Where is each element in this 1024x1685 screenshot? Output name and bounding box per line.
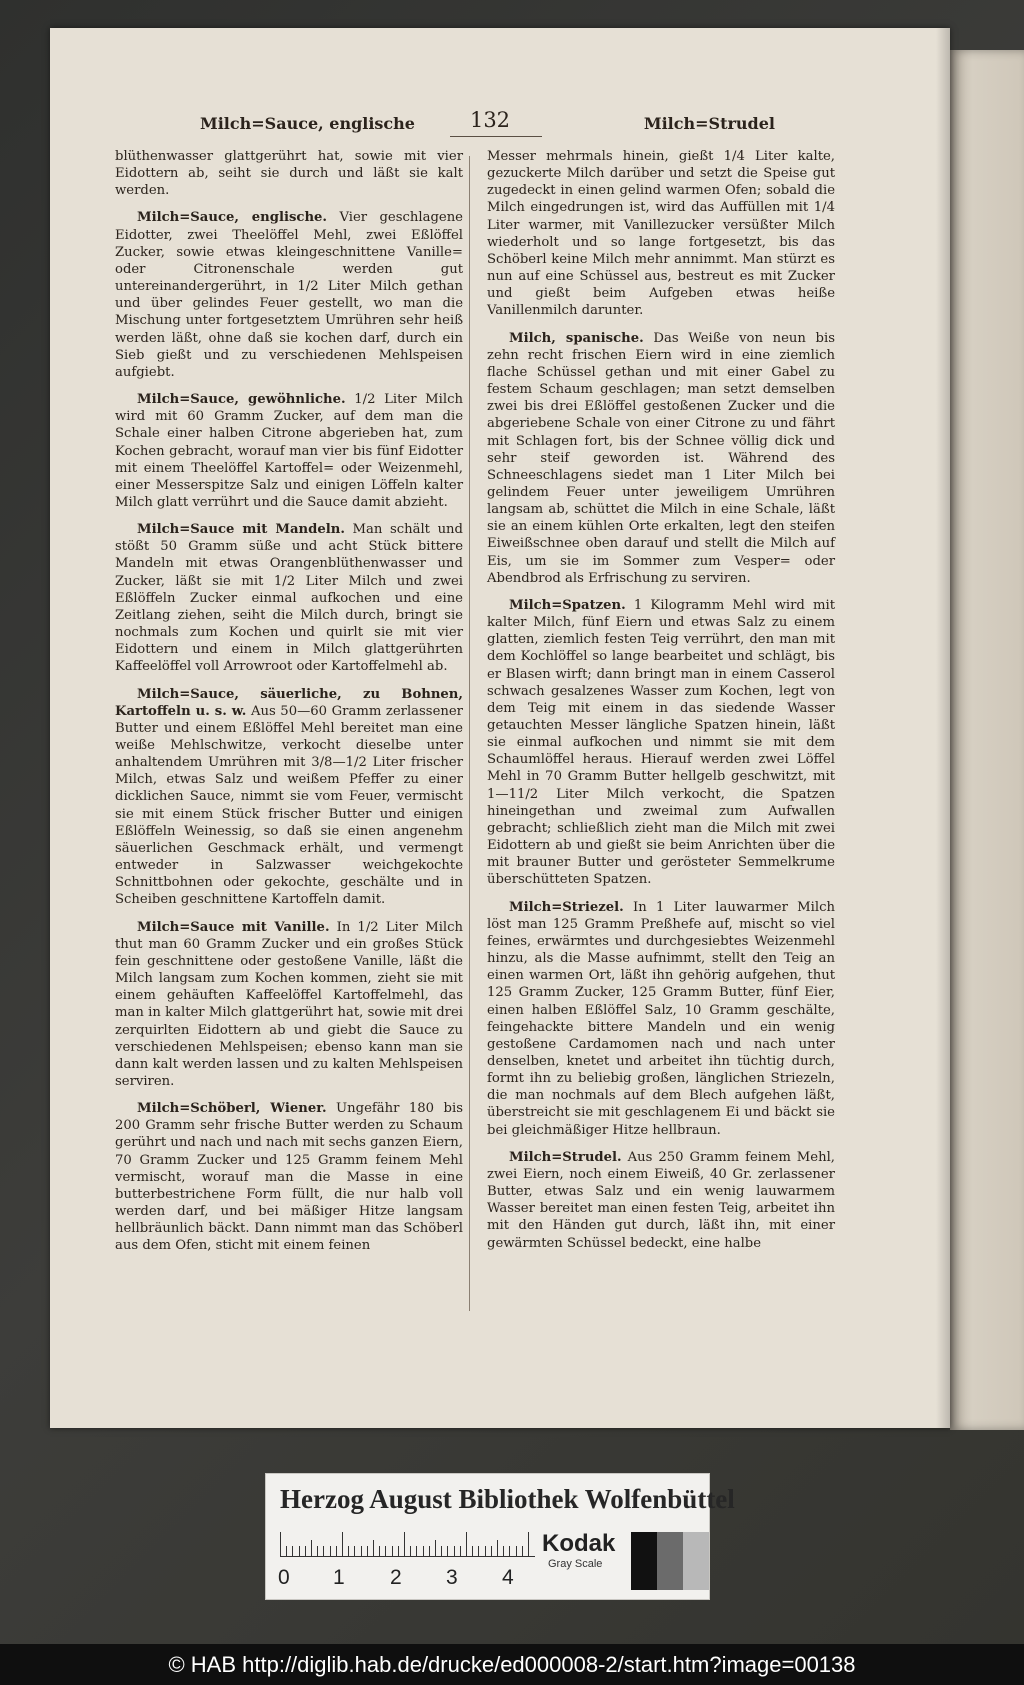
scale-ruler xyxy=(280,1532,535,1557)
ruler-tick xyxy=(503,1546,504,1556)
color-calibration-card xyxy=(265,1473,735,1600)
ruler-tick xyxy=(447,1546,448,1556)
ruler-tick xyxy=(416,1546,417,1556)
running-header xyxy=(200,108,775,138)
entry-text: Ungefähr 180 bis 200 Gramm sehr frische Butter werden zu Schaum gerührt und nach und nach mit sechs ganzen Eiern, 70 Gramm Zucker und 125 Gramm feinem Mehl vermischt, worauf man die Masse in eine butterbestrichene Form füllt, die nur halb voll werden darf, und bei mäßiger Hitze langsam hellbräunlich bäckt. Dann nimmt man das Schöberl aus dem Ofen, sticht mit einem feinen xyxy=(115,1101,463,1254)
entry-paragraph xyxy=(115,521,463,675)
header-right-keyword: Milch=Strudel xyxy=(643,114,775,133)
ruler-tick xyxy=(280,1532,281,1556)
ruler-tick xyxy=(385,1546,386,1556)
ruler-tick xyxy=(441,1546,442,1556)
adjacent-page-edge xyxy=(950,50,1024,1430)
ruler-tick xyxy=(373,1540,374,1556)
entry-heading: Milch=Sauce mit Mandeln. xyxy=(137,522,345,538)
copyright-footer xyxy=(0,1644,1024,1685)
entry-heading: Milch=Sauce mit Vanille. xyxy=(137,919,330,935)
ruler-tick xyxy=(354,1546,355,1556)
ruler-tick xyxy=(392,1546,393,1556)
entry-heading: Milch=Striezel. xyxy=(509,899,624,915)
gray-swatch-light xyxy=(683,1532,709,1590)
entry-text: Vier geschlagene Eidotter, zwei Theelöffel Mehl, zwei Eßlöffel Zucker, sowie etwas kleingeschnittene Vanille= oder Citronenschale werden gut untereinandergerührt, in 1/2 Liter Milch gethan und über gelindes Feuer gestellt, wo man die Mischung unter fortgesetztem Umrühren sehr heiß werden läßt, ohne daß sie kochen darf, durch ein Sieb gießt und zu verschiedenen Mehlspeisen aufgiebt. xyxy=(115,210,463,380)
entry-paragraph xyxy=(115,391,463,511)
ruler-tick xyxy=(466,1532,467,1556)
ruler-tick xyxy=(509,1546,510,1556)
ruler-tick xyxy=(516,1546,517,1556)
entry-text: In 1/2 Liter Milch thut man 60 Gramm Zucker und ein großes Stück fein geschnittene oder gestoßene Vanille, läßt die Milch langsam zum Kochen kommen, zieht sie mit einem gehäuften Kaffeelöffel Kartoffelmehl, das man in kalter Milch glattgerührt hat, sowie mit drei zerquirlten Eidottern ab und giebt die Sauce zu verschiedenen Mehlspeisen; ebenso kann man sie dann kalt werden lassen und zu kalten Mehlspeisen serviren. xyxy=(115,919,464,1089)
entry-paragraph xyxy=(487,597,835,889)
entry-text: Aus 50—60 Gramm zerlassener Butter und einem Eßlöffel Mehl bereitet man eine weiße Mehlschwitze, verkocht dieselbe unter anhaltendem Umrühren mit 3/8—1/2 Liter frischer Milch, etwas Salz und weißem Pfeffer zu einer dicklichen Sauce, nimmt sie vom Feuer, vermischt sie mit einem Stück frischer Butter und einigen Eßlöffeln Weinessig, so daß sie einen angenehm säuerlichen Geschmack erhält, und vermengt entweder in Salzwasser weichgekochte Schnittbohnen oder gekochte, geschälte und in Scheiben geschnittene Kartoffeln damit. xyxy=(115,703,463,908)
kodak-logo: Kodak xyxy=(542,1530,616,1557)
ruler-tick xyxy=(361,1546,362,1556)
entry-heading: Milch=Sauce, säuerliche, zu Bohnen, Kartoffeln u. s. w. xyxy=(115,686,463,719)
entry-paragraph xyxy=(115,1100,463,1254)
ruler-tick xyxy=(299,1546,300,1556)
entry-paragraph xyxy=(115,919,463,1091)
ruler-tick xyxy=(292,1546,293,1556)
ruler-tick xyxy=(305,1546,306,1556)
ruler-tick xyxy=(404,1532,405,1556)
ruler-label: 4 xyxy=(502,1566,514,1589)
library-name: Herzog August Bibliothek Wolfenbüttel xyxy=(280,1484,735,1514)
ruler-tick xyxy=(460,1546,461,1556)
entry-text: Das Weiße von neun bis zehn recht frischen Eiern wird in eine ziemlich flache Schüssel gethan und mit einer Gabel zu festem Schaum geschlagen; man setzt demselben zwei bis drei Eßlöffel gestoßenen Zucker und die abgeriebene Schale von einer Citrone zu und fährt mit Schlagen fort, bis der Schnee völlig dick und sehr steif geworden ist. Während des Schneeschlagens siedet man 1 Liter Milch bei gelindem Feuer unter jeweiligem Umrühren langsam ab, schüttet die Milch in eine Schale, läßt sie an einem kühlen Orte erkalten, legt den steifen Eiweißschnee oben darauf und stellt die Milch auf Eis, um sie im Sommer zum Vesper= oder Abendbrod als Erfrischung zu serviren. xyxy=(487,330,835,586)
page-number: 132 xyxy=(469,108,511,132)
entry-heading: Milch=Sauce, gewöhnliche. xyxy=(137,392,346,408)
ruler-label: 2 xyxy=(390,1566,402,1589)
ruler-tick xyxy=(342,1532,343,1556)
gray-swatch-black xyxy=(631,1532,657,1590)
ruler-tick xyxy=(410,1546,411,1556)
ruler-tick xyxy=(429,1546,430,1556)
entry-heading: Milch, spanische. xyxy=(509,330,644,346)
entry-heading: Milch=Spatzen. xyxy=(509,597,626,613)
header-rule xyxy=(450,136,542,137)
entry-paragraph xyxy=(115,148,463,199)
ruler-tick xyxy=(367,1546,368,1556)
entry-text: In 1 Liter lauwarmer Milch löst man 125 Gramm Preßhefe auf, mischt so viel feines, erwärmtes und durchgesiebtes Weizenmehl hinzu, als die Masse aufnimmt, stellt den Teig an einen warmen Ort, läßt ihn gehörig aufgehen, thut 125 Gramm Zucker, 125 Gramm Butter, fünf Eier, einen halben Eßlöffel Salz, 10 Gramm geschälte, feingehackte bittere Mandeln und ein wenig gestoßene Cardamomen nach und nach unter denselben, knetet und arbeitet ihn tüchtig durch, formt ihn zu beliebig großen, länglichen Striezeln, die man nochmals auf dem Blech aufgehen läßt, überstreicht sie mit geschlagenem Ei und bäckt sie bei gleichmäßiger Hitze hellbraun. xyxy=(487,899,835,1138)
entry-paragraph xyxy=(487,148,835,320)
gray-scale-label: Gray Scale xyxy=(548,1558,603,1570)
entry-heading: Milch=Strudel. xyxy=(509,1149,622,1165)
ruler-tick xyxy=(286,1546,287,1556)
ruler-label: 1 xyxy=(333,1566,345,1589)
ruler-tick xyxy=(522,1546,523,1556)
right-column xyxy=(487,148,835,1262)
entry-paragraph xyxy=(487,1149,835,1252)
entry-text: Aus 250 Gramm feinem Mehl, zwei Eiern, noch einem Eiweiß, 40 Gr. zerlassener Butter, etwas Salz und ein wenig lauwarmem Wasser bereitet man einen festen Teig, arbeitet ihn mit den Händen gut durch, läßt ihn, mit einer gewärmten Schüssel bedeckt, eine halbe xyxy=(487,1149,835,1251)
entry-paragraph xyxy=(115,209,463,381)
ruler-tick xyxy=(491,1546,492,1556)
entry-text: Messer mehrmals hinein, gießt 1/4 Liter kalte, gezuckerte Milch darüber und setzt die Speise gut zugedeckt in einen gelind warmen Ofen; sobald die Milch eingedrungen ist, wird das Auffüllen mit 1/4 Liter warmer, mit Vanillezucker versüßter Milch wiederholt und so lange fortgesetzt, bis das Schöberl keine Milch mehr annimmt. Man stürzt es nun auf eine Schüssel aus, bestreut es mit Zucker und gießt beim Aufgeben etwas heiße Vanillenmilch darunter. xyxy=(487,149,835,319)
entry-text: blüthenwasser glattgerührt hat, sowie mit vier Eidottern ab, seiht sie durch und läßt sie kalt werden. xyxy=(115,149,463,199)
ruler-tick xyxy=(398,1546,399,1556)
ruler-tick xyxy=(485,1546,486,1556)
ruler-tick xyxy=(330,1546,331,1556)
ruler-tick xyxy=(336,1546,337,1556)
entry-paragraph xyxy=(115,686,463,909)
ruler-tick xyxy=(454,1546,455,1556)
entry-text: 1 Kilogramm Mehl wird mit kalter Milch, fünf Eiern und etwas Salz zu einem glatten, ziemlich festen Teig verrührt, den man mit dem Kochlöffel so lange bearbeitet und schlägt, bis er Blasen wirft; dann bringt man in einem Casserol schwach gesalzenes Wasser zum Kochen, legt von dem Teig mit einem in das siedende Wasser getauchten Messer längliche Spatzen hinein, läßt sie einmal aufkochen und nimmt sie mit dem Schaumlöffel heraus. Hierauf werden zwei Löffel Mehl in 70 Gramm Butter hellgelb geschwitzt, mit 1—11/2 Liter Milch verkocht, die Spatzen hineingethan und zweimal zum Aufwallen gebracht; schließlich zieht man die Milch mit zwei Eidottern ab und gießt sie beim Anrichten über die mit brauner Butter und gerösteter Semmelkrume überschütteten Spatzen. xyxy=(487,597,835,888)
ruler-label: 0 xyxy=(278,1566,290,1589)
ruler-tick xyxy=(478,1546,479,1556)
ruler-tick xyxy=(323,1546,324,1556)
entry-paragraph xyxy=(487,330,835,587)
ruler-tick xyxy=(472,1546,473,1556)
footer-text: © HAB http://diglib.hab.de/drucke/ed000008-2/start.htm?image=00138 xyxy=(168,1651,856,1677)
ruler-tick xyxy=(311,1540,312,1556)
ruler-tick xyxy=(528,1532,529,1556)
left-column xyxy=(115,148,463,1265)
entry-paragraph xyxy=(487,899,835,1139)
entry-heading: Milch=Sauce, englische. xyxy=(137,210,328,226)
ruler-tick xyxy=(348,1546,349,1556)
entry-text: 1/2 Liter Milch wird mit 60 Gramm Zucker, auf dem man die Schale einer halben Citrone abgerieben hat, zum Kochen gebracht, worauf man vier bis fünf Eidotter mit einem Theelöffel Kartoffel= oder Weizenmehl, einer Messerspitze Salz und einigen Löffeln kalter Milch glatt verrührt und die Sauce damit abzieht. xyxy=(115,392,463,510)
gray-swatch-mid xyxy=(657,1532,683,1590)
ruler-tick xyxy=(379,1546,380,1556)
ruler-tick xyxy=(423,1546,424,1556)
entry-text: Man schält und stößt 50 Gramm süße und acht Stück bittere Mandeln mit etwas Orangenblüthenwasser und Zucker, läßt sie mit 1/2 Liter Milch und zwei Eßlöffeln Zucker einmal aufkochen und eine Zeitlang ziehen, seiht die Milch durch, bringt sie nochmals zum Kochen und quirlt sie mit vier Eidottern und einem in Milch glattgerührten Kaffeelöffel voll Arrowroot oder Kartoffelmehl ab. xyxy=(115,522,463,675)
header-left-keyword: Milch=Sauce, englische xyxy=(200,114,415,133)
column-divider xyxy=(469,156,470,1311)
ruler-tick xyxy=(497,1540,498,1556)
ruler-label: 3 xyxy=(446,1566,458,1589)
ruler-tick xyxy=(317,1546,318,1556)
ruler-tick xyxy=(435,1540,436,1556)
entry-heading: Milch=Schöberl, Wiener. xyxy=(137,1101,327,1117)
